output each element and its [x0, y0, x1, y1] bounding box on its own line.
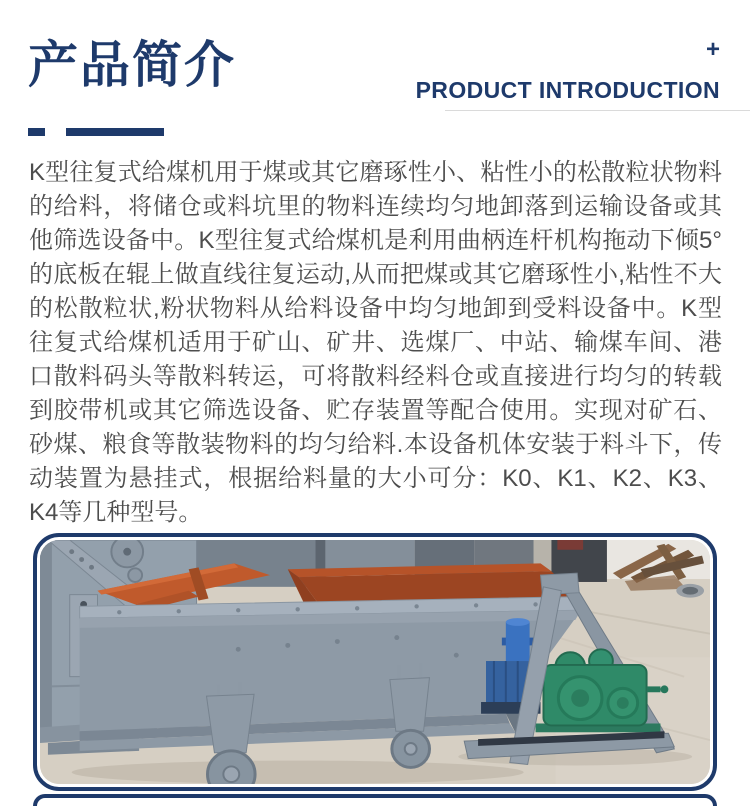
product-photo-frame: [33, 533, 717, 791]
title-underline-bar: [66, 128, 164, 136]
page-subtitle: PRODUCT INTRODUCTION: [415, 77, 720, 103]
subtitle-divider: [445, 110, 750, 111]
plus-icon: +: [705, 36, 720, 63]
machine-photo-illustration: [40, 540, 710, 784]
page-title: 产品简介: [28, 37, 236, 93]
product-description-text: K型往复式给煤机用于煤或其它磨琢性小、粘性小的松散粒状物料的给料，将储仓或料坑里的物料连续均匀地卸落到运输设备或其他筛选设备中。K型往复式给煤机是利用曲柄连杆机构拖动下倾5°的底板在辊上做直线往复运动,从而把煤或其它磨琢性小,粘性不大的松散粒状,粉状物料从给料设备中均匀地卸到受料设备中。K型往复式给煤机适用于矿山、矿井、选煤厂、中站、输煤车间、港口散料码头等散料转运，可将散料经料仓或直接进行均匀的转载到胶带机或其它筛选设备、贮存装置等配合使用。实现对矿石、砂煤、粮食等散装物料的均匀给料.本设备机体安装于料斗下，传动装置为悬挂式，根据给料量的大小可分：K0、K1、K2、K3、K4等几种型号。: [29, 159, 722, 526]
title-underline-dash: [28, 128, 45, 136]
product-photo: [40, 540, 710, 784]
next-section-frame-top: [33, 794, 717, 806]
